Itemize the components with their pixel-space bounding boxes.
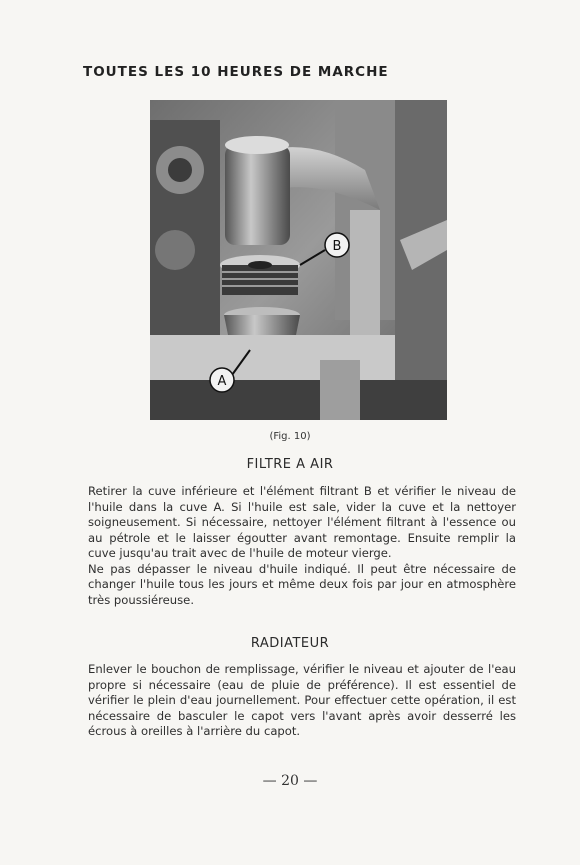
air-filter-paragraph-2: Ne pas dépasser le niveau d'huile indiqué. Il peut être nécessaire de changer l'huile tous les jours et même deux fois par jour en atmosphère très poussiéreuse. bbox=[88, 561, 516, 607]
section-title-air-filter: FILTRE A AIR bbox=[246, 457, 334, 472]
air-filter-text bbox=[88, 484, 516, 608]
radiator-text bbox=[88, 662, 516, 740]
figure-label-b: B bbox=[332, 239, 342, 254]
engine-air-filter-photo bbox=[150, 100, 447, 420]
page-number: — 20 — bbox=[262, 773, 318, 789]
radiator-paragraph-1: Enlever le bouchon de remplissage, vérifier le niveau et ajouter de l'eau propre si nécessaire (eau de pluie de préférence). Il est essentiel de vérifier le plein d'eau journellement. Pour effectuer cette opération, il est nécessaire de basculer le capot vers l'avant après avoir desserré les écrous à oreilles à l'arrière du capot. bbox=[88, 662, 516, 738]
page-heading: TOUTES LES 10 HEURES DE MARCHE bbox=[83, 64, 389, 80]
figure-caption: (Fig. 10) bbox=[269, 431, 311, 442]
section-title-radiator: RADIATEUR bbox=[250, 636, 330, 651]
air-filter-paragraph-1: Retirer la cuve inférieure et l'élément filtrant B et vérifier le niveau de l'huile dans la cuve A. Si l'huile est sale, vider la cuve et la nettoyer soigneusement. Si nécessaire, nettoyer l'élément filtrant à l'essence ou au pétrole et le laisser égoutter avant remontage. Ensuite remplir la cuve jusqu'au trait avec de l'huile de moteur vierge. bbox=[88, 484, 516, 560]
figure-label-a: A bbox=[217, 374, 227, 389]
